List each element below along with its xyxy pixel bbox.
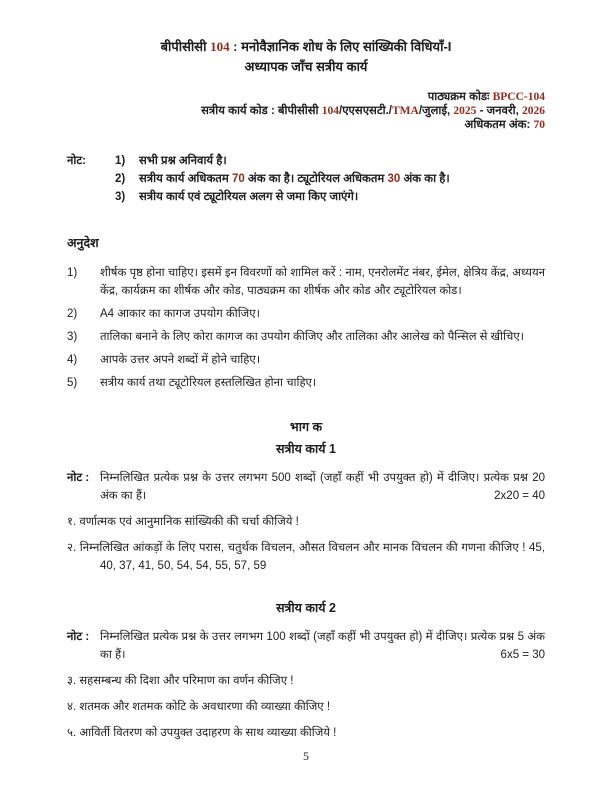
instruction-item-text: शीर्षक पृष्ठ होना चाहिए। इसमें इन विवरणों को शामिल करें : नाम, एनरोलमेंट नंबर, ईमेल, क्षेत्रिय केंद्र, अध्ययन केंद्र, कार्यक्रम का शीर्षक और कोड, पाठ्यक्रम का शीर्षक और कोड और ट्यूटोरियल कोड। [100, 267, 545, 297]
assignment2-heading: सत्रीय कार्य 2 [276, 601, 336, 615]
assignment1-marks: 2x20 = 40 [494, 490, 545, 502]
instruction-item-number: 2) [67, 308, 78, 320]
assignment2-questions [67, 672, 545, 742]
instruction-item [67, 264, 545, 300]
highlight-number: 104 [321, 105, 339, 117]
instructions-heading: अनुदेश [67, 236, 99, 250]
note-block [67, 152, 545, 206]
assignment1-heading: सत्रीय कार्य 1 [276, 442, 336, 456]
text-run: सत्रीय कार्य अधिकतम [139, 173, 232, 185]
highlight-number: 2026 [522, 105, 545, 117]
assignment1-note-text: निम्नलिखित प्रत्येक प्रश्न के उत्तर लगभग 500 शब्दों (जहाँ कहीं भी उपयुक्त हो) में दीजिए। प्रत्येक प्रश्न 20 अंक का हैं। [100, 472, 545, 502]
assignment1-note [67, 469, 545, 505]
note-item [115, 170, 545, 188]
assignment1-note-label: नोट : [67, 472, 90, 484]
instruction-item-number: 5) [67, 377, 78, 389]
title-line-2: अध्यापक जाँच सत्रीय कार्य [244, 59, 368, 74]
text-run: सत्रीय कार्य एवं ट्यूटोरियल अलग से जमा किए जाएंगे। [139, 191, 359, 203]
text-run: बीपीसीसी [160, 39, 211, 54]
instruction-item-text: सत्रीय कार्य तथा ट्यूटोरियल हस्तलिखित होना चाहिए। [100, 377, 317, 389]
instruction-item-text: आपके उत्तर अपने शब्दों में होने चाहिए। [100, 354, 261, 366]
assignment-code-line [67, 104, 545, 118]
text-run: सत्रीय कार्य कोड : बीपीसीसी [201, 105, 322, 117]
highlight-number: 2025 [453, 105, 477, 117]
instruction-item-number: 3) [67, 331, 78, 343]
text-run: अधिकतम अंक: [464, 119, 534, 131]
instruction-item-number: 1) [67, 267, 78, 279]
document-title [67, 37, 545, 77]
note-item [115, 188, 545, 206]
instruction-item-text: तालिका बनाने के लिए कोरा कागज का उपयोग कीजिए और तालिका और आलेख को पैन्सिल से खीचिए। [100, 331, 525, 343]
text-run: अंक का है। ट्यूटोरियल अधिकतम [244, 173, 388, 185]
instruction-item [67, 374, 545, 392]
note-item-text [139, 152, 227, 170]
assignment2-note [67, 628, 545, 664]
note-item-text [139, 188, 358, 206]
assignment2-note-text: निम्नलिखित प्रत्येक प्रश्न के उत्तर लगभग 100 शब्दों (जहाँ कहीं भी उपयुक्त हो) में दीजिए। प्रत्येक प्रश्न 5 अंक का हैं। [100, 631, 545, 661]
question-item: ५. आविर्ती वितरण को उपयुक्त उदाहरण के साथ व्याख्या कीजिये ! [67, 727, 337, 739]
text-run: अंक का है। [400, 173, 450, 185]
assignment1-questions [67, 513, 545, 575]
text-run: : मनोवैज्ञानिक शोध के लिए सांख्यिकी विधियाँ-I [229, 39, 452, 54]
course-code-line [67, 90, 545, 104]
highlight-number: 70 [231, 173, 245, 185]
question-item: १. वर्णात्मक एवं आनुमानिक सांख्यिकी की चर्चा कीजिये ! [67, 516, 299, 528]
instruction-item [67, 328, 545, 346]
highlight-number: 30 [387, 173, 401, 185]
instructions-list [67, 264, 545, 392]
header-meta [67, 90, 545, 132]
highlight-number: 70 [533, 119, 545, 131]
text-run: - जनवरी, [476, 105, 522, 117]
assignment2-marks: 6x5 = 30 [500, 649, 545, 661]
question-item: ४. शतमक और शतमक कोटि के अवधारणा की व्याख्या कीजिए ! [67, 701, 331, 713]
note-item [115, 152, 545, 170]
text-run: पाठ्यक्रम कोडः [427, 91, 493, 103]
instruction-item [67, 305, 545, 323]
question-item: ३. सहसम्बन्ध की दिशा और परिमाण का वर्णन कीजिए ! [67, 675, 294, 687]
part-heading: भाग क [289, 420, 323, 434]
title-line-1 [67, 37, 545, 57]
highlight-number: 104 [210, 39, 230, 54]
text-run: सभी प्रश्न अनिवार्य है। [139, 155, 227, 167]
max-marks-line [67, 118, 545, 132]
assignment2-note-label: नोट : [67, 631, 90, 643]
note-items [115, 152, 545, 206]
instruction-item-text: A4 आकार का कागज उपयोग कीजिए। [100, 308, 260, 320]
note-item-text [139, 170, 450, 188]
text-run: /एएसएसटी./ [339, 105, 392, 117]
note-item-number: 2) [115, 173, 126, 185]
highlight-number: TMA [392, 105, 419, 117]
instruction-item-number: 4) [67, 354, 78, 366]
highlight-number: BPCC-104 [492, 91, 545, 103]
note-item-number: 3) [115, 191, 126, 203]
note-item-number: 1) [115, 155, 126, 167]
note-label: नोट: [67, 155, 86, 167]
question-item: २. निम्नलिखित आंकड़ों के लिए परास, चतुर्थक विचलन, औसत विचलन और मानक विचलन की गणना कीजिए ! 45, 40, 37, 41, 50, 54, 54, 55, 57, 59 [67, 542, 545, 572]
page-number: 5 [303, 749, 309, 763]
text-run: /जुलाई, [418, 105, 454, 117]
instruction-item [67, 351, 545, 369]
